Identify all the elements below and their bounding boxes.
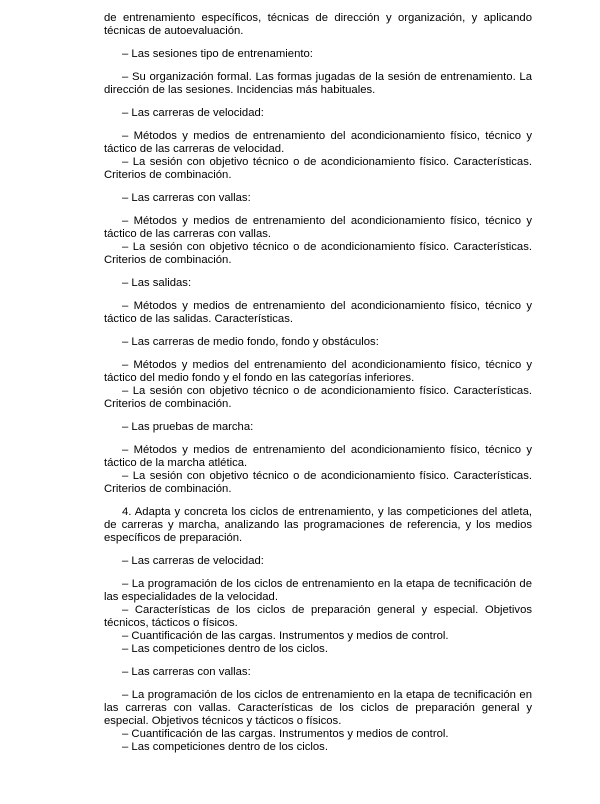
paragraph: – La sesión con objetivo técnico o de acondicionamiento físico. Características. Criterios de combinación. [104, 470, 532, 495]
paragraph-spacer [104, 545, 532, 555]
paragraph: – La sesión con objetivo técnico o de acondicionamiento físico. Características. Criterios de combinación. [104, 156, 532, 181]
paragraph: – Las pruebas de marcha: [122, 421, 254, 433]
paragraph: – Cuantificación de las cargas. Instrumentos y medios de control. [122, 728, 449, 740]
paragraph-spacer [104, 267, 532, 277]
paragraph: – La programación de los ciclos de entrenamiento en la etapa de tecnificación en las carreras con vallas. Características de los ciclos de preparación general y especial. Objetivos técnicos y tácticos o físicos. [104, 689, 532, 727]
paragraph: – Las carreras con vallas: [122, 192, 251, 204]
paragraph-spacer [104, 97, 532, 107]
paragraph-spacer [104, 61, 532, 71]
paragraph: – Características de los ciclos de preparación general y especial. Objetivos técnicos, tácticos o físicos. [104, 604, 532, 629]
paragraph: – Las competiciones dentro de los ciclos. [122, 741, 328, 753]
paragraph: – Las salidas: [122, 277, 192, 289]
paragraph-spacer [104, 349, 532, 359]
paragraph: – Métodos y medios de entrenamiento del acondicionamiento físico, técnico y táctico de las carreras de velocidad. [104, 130, 532, 155]
paragraph: de entrenamiento específicos, técnicas de dirección y organización, y aplicando técnicas de autoevaluación. [104, 12, 532, 37]
paragraph: 4. Adapta y concreta los ciclos de entrenamiento, y las competiciones del atleta, de carreras y marcha, analizando las programaciones de referencia, y los medios específicos de preparación. [104, 506, 532, 544]
paragraph: – Su organización formal. Las formas jugadas de la sesión de entrenamiento. La dirección de las sesiones. Incidencias más habituales. [104, 71, 532, 96]
paragraph: – Las carreras de medio fondo, fondo y obstáculos: [122, 336, 379, 348]
paragraph: – Métodos y medios de entrenamiento del acondicionamiento físico, técnico y táctico de las salidas. Características. [104, 300, 532, 325]
paragraph-spacer [104, 496, 532, 506]
paragraph-spacer [104, 326, 532, 336]
paragraph: – Métodos y medios del entrenamiento del acondicionamiento físico, técnico y táctico del medio fondo y el fondo en las categorías inferiores. [104, 359, 532, 384]
paragraph-spacer [104, 411, 532, 421]
paragraph-spacer [104, 568, 532, 578]
paragraph: – Métodos y medios de entrenamiento del acondicionamiento físico, técnico y táctico de las carreras con vallas. [104, 215, 532, 240]
paragraph-spacer [104, 182, 532, 192]
paragraph-spacer [104, 38, 532, 48]
paragraph-spacer [104, 679, 532, 689]
paragraph-spacer [104, 290, 532, 300]
paragraph: – Las sesiones tipo de entrenamiento: [122, 48, 313, 60]
paragraph-spacer [104, 205, 532, 215]
paragraph-spacer [104, 434, 532, 444]
paragraph-spacer [104, 120, 532, 130]
paragraph: – Las carreras de velocidad: [122, 107, 264, 119]
paragraph: – La sesión con objetivo técnico o de acondicionamiento físico. Características. Criterios de combinación. [104, 241, 532, 266]
paragraph: – Las carreras con vallas: [122, 666, 251, 678]
paragraph: – Las carreras de velocidad: [122, 555, 264, 567]
paragraph: – Métodos y medios de entrenamiento del acondicionamiento físico, técnico y táctico de la marcha atlética. [104, 444, 532, 469]
paragraph-spacer [104, 656, 532, 666]
paragraph: – La programación de los ciclos de entrenamiento en la etapa de tecnificación de las especialidades de la velocidad. [104, 578, 532, 603]
paragraph: – Las competiciones dentro de los ciclos. [122, 643, 328, 655]
paragraph: – Cuantificación de las cargas. Instrumentos y medios de control. [122, 630, 449, 642]
paragraph: – La sesión con objetivo técnico o de acondicionamiento físico. Características. Criterios de combinación. [104, 385, 532, 410]
